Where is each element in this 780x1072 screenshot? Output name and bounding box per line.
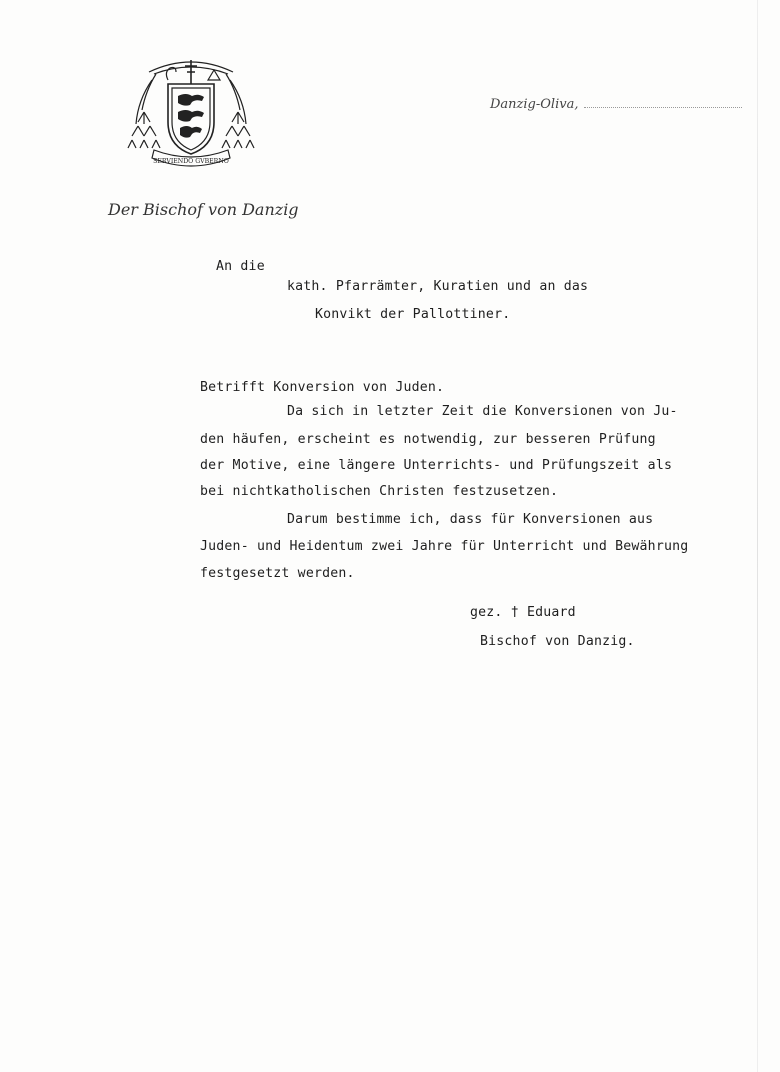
signature-line-1: gez. † Eduard xyxy=(470,605,576,620)
body-line: Da sich in letzter Zeit die Konversionen von Ju- xyxy=(287,404,678,419)
body-line: Darum bestimme ich, dass für Konversionen aus xyxy=(287,512,654,527)
signature-line-2: Bischof von Danzig. xyxy=(480,634,635,649)
place-date-line xyxy=(490,97,742,112)
place-label: Danzig-Oliva, xyxy=(490,97,579,112)
date-blank xyxy=(584,97,742,108)
body-line: bei nichtkatholischen Christen festzusetzen. xyxy=(200,484,559,499)
subject-line: Betrifft Konversion von Juden. xyxy=(200,380,445,395)
sender-name: Der Bischof von Danzig xyxy=(108,200,299,219)
address-line-2: kath. Pfarrämter, Kuratien und an das xyxy=(287,279,589,294)
crest-motto: SERVIENDO GVBERNO xyxy=(153,158,229,165)
coat-of-arms-logo xyxy=(124,50,258,180)
body-line: der Motive, eine längere Unterrichts- und Prüfungszeit als xyxy=(200,458,673,473)
body-line: festgesetzt werden. xyxy=(200,566,355,581)
address-line-3: Konvikt der Pallottiner. xyxy=(315,307,511,322)
address-line-1: An die xyxy=(216,259,265,274)
body-line: den häufen, erscheint es notwendig, zur besseren Prüfung xyxy=(200,432,656,447)
page-edge xyxy=(757,0,758,1072)
body-line: Juden- und Heidentum zwei Jahre für Unterricht und Bewährung xyxy=(200,539,689,554)
